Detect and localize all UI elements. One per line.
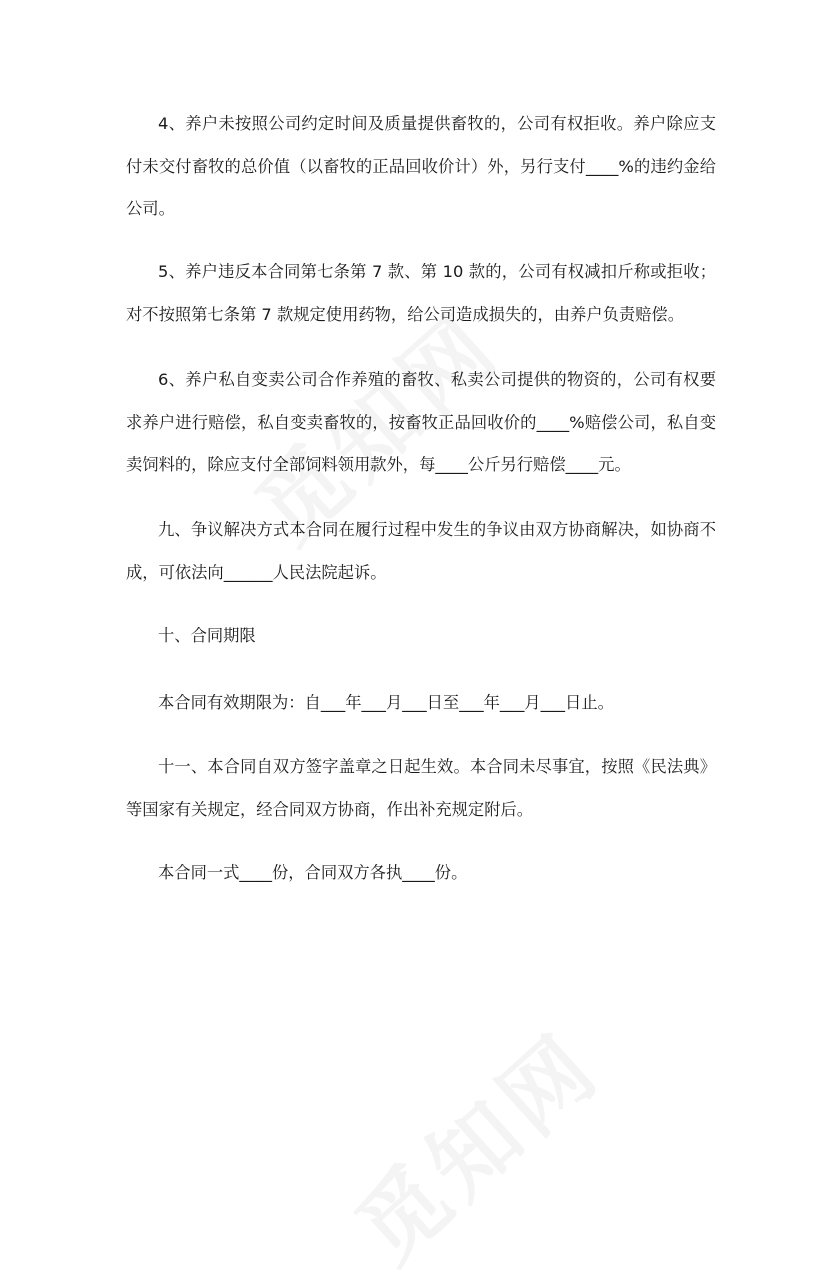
watermark bbox=[325, 1000, 623, 1286]
contract-term-paragraph: 本合同有效期限为：自___年___月___日至___年___月___日止。 bbox=[158, 693, 614, 712]
clause-paragraph-5: 5、养户违反本合同第七条第 7 款、第 10 款的，公司有权减扣斤称或拒收；对不按照第七条第 7 款规定使用药物，给公司造成损失的，由养户负责赔偿。 bbox=[126, 262, 716, 324]
clause-paragraph-6: 6、养户私自变卖公司合作养殖的畜牧、私卖公司提供的物资的，公司有权要求养户进行赔偿，私自变卖畜牧的，按畜牧正品回收价的____%赔偿公司，私自变卖饲料的，除应支付全部饲料领用款外，每____公斤另行赔偿____元。 bbox=[126, 370, 716, 474]
clause-paragraph-4: 4、养户未按照公司约定时间及质量提供畜牧的，公司有权拒收。养户除应支付未交付畜牧的总价值（以畜牧的正品回收价计）外，另行支付____%的违约金给公司。 bbox=[126, 114, 716, 218]
section-effectiveness: 十一、本合同自双方签字盖章之日起生效。本合同未尽事宜，按照《民法典》等国家有关规定，经合同双方协商，作出补充规定附后。 bbox=[126, 757, 716, 819]
section-heading-contract-term: 十、合同期限 bbox=[158, 626, 256, 645]
document-body bbox=[126, 103, 716, 882]
copies-paragraph: 本合同一式____份，合同双方各执____份。 bbox=[158, 863, 468, 882]
section-dispute-resolution: 九、争议解决方式本合同在履行过程中发生的争议由双方协商解决，如协商不成，可依法向______人民法院起诉。 bbox=[126, 520, 716, 582]
